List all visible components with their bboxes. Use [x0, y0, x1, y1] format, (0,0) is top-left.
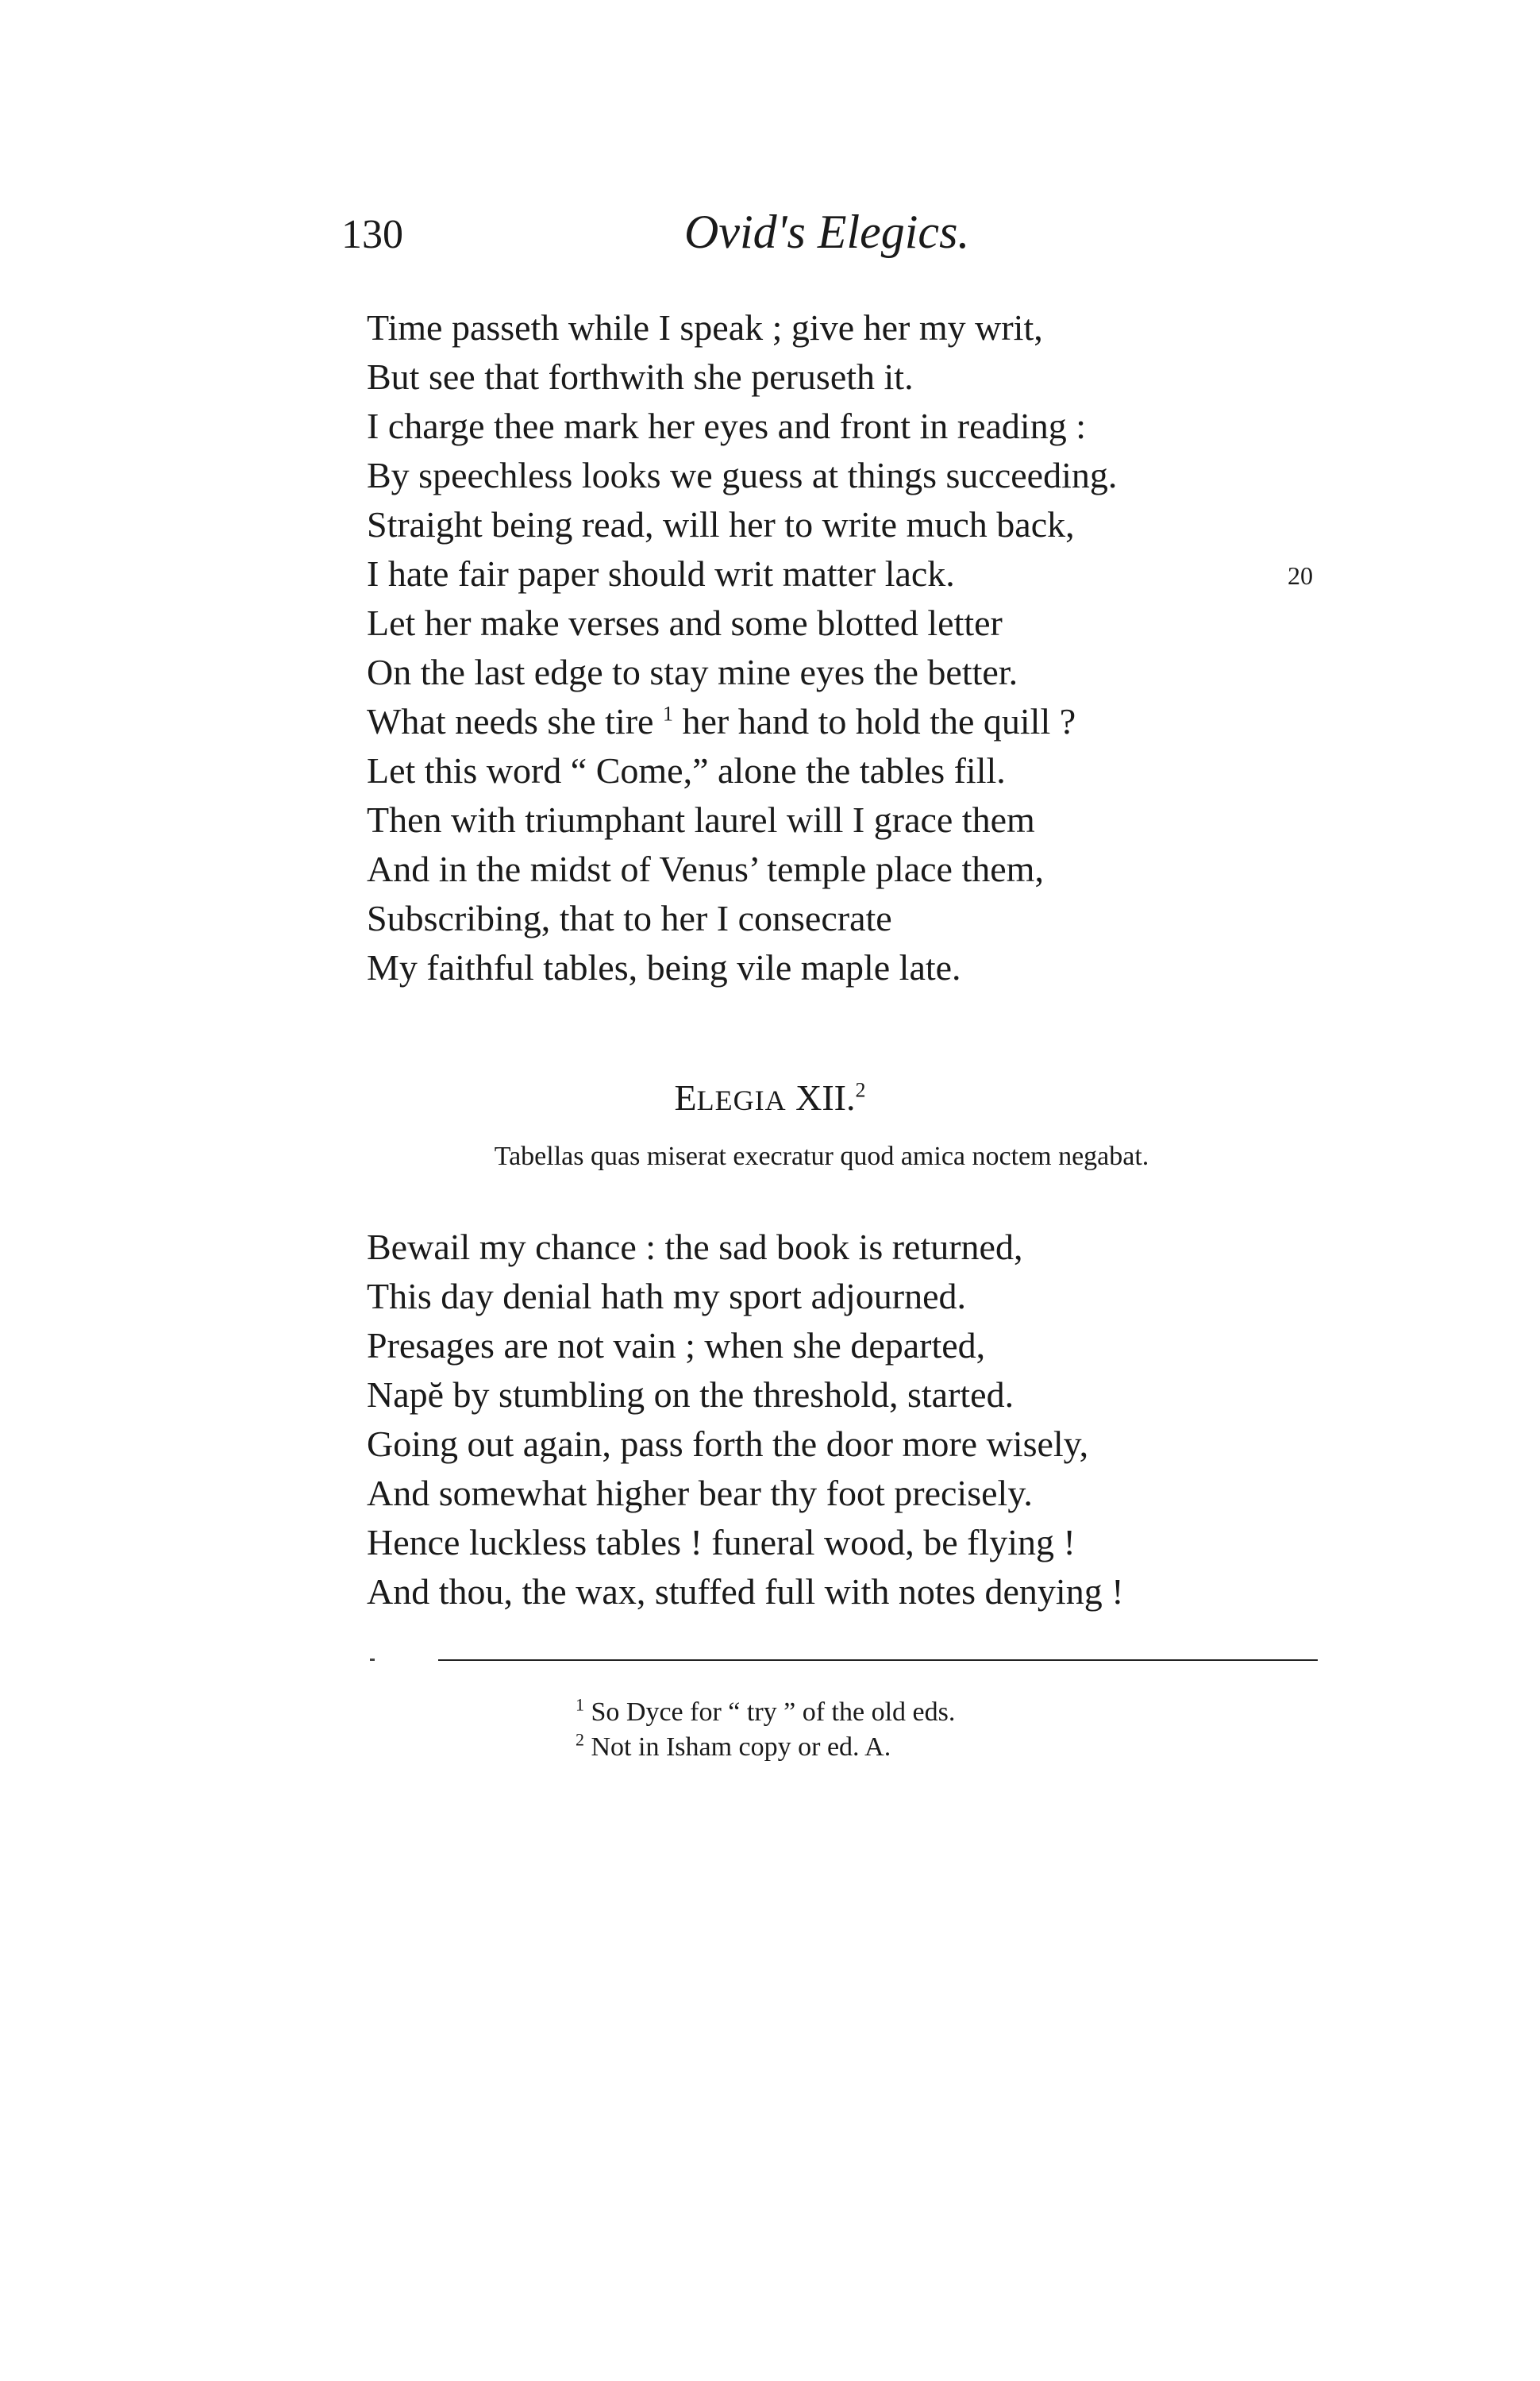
- verse-line: Then with triumphant laurel will I grace them: [367, 799, 1035, 840]
- footnotes: [576, 1695, 955, 1765]
- footnote: $^2$ Not in Isham copy or ed. A.: [576, 1729, 891, 1762]
- verse-line: And in the midst of Venus’ temple place them,: [367, 849, 1044, 889]
- verse-block-bottom: [367, 1223, 1124, 1616]
- verse-line: Presages are not vain ; when she departed,: [367, 1325, 986, 1366]
- line-number: 20: [1288, 561, 1313, 590]
- verse-line: I charge thee mark her eyes and front in reading :: [367, 406, 1086, 446]
- verse-line: Straight being read, will her to write much back,: [367, 504, 1075, 545]
- verse-line: Bewail my chance : the sad book is returned,: [367, 1227, 1023, 1267]
- section-title: ELEGIA XII.$^2$: [674, 1077, 866, 1118]
- footnote-divider: [438, 1659, 1318, 1661]
- verse-line: This day denial hath my sport adjourned.: [367, 1276, 967, 1316]
- verse-block-top: [367, 303, 1313, 992]
- verse-line: Napĕ by stumbling on the threshold, started.: [367, 1374, 1014, 1415]
- verse-line: What needs she tire $^1$ her hand to hold the quill ?: [367, 701, 1076, 742]
- verse-line: Time passeth while I speak ; give her my writ,: [367, 307, 1043, 348]
- verse-line: On the last edge to stay mine eyes the better.: [367, 652, 1018, 692]
- page-number: 130: [341, 212, 403, 257]
- verse-line: My faithful tables, being vile maple late.: [367, 947, 961, 988]
- verse-line: Let this word “ Come,” alone the tables fill.: [367, 750, 1006, 791]
- verse-line: And somewhat higher bear thy foot precisely.: [367, 1473, 1033, 1513]
- verse-line: Going out again, pass forth the door more wisely,: [367, 1424, 1089, 1464]
- section-argument: Tabellas quas miserat execratur quod amica noctem negabat.: [494, 1142, 1149, 1171]
- running-title: Ovid's Elegics.: [684, 206, 970, 258]
- verse-line: And thou, the wax, stuffed full with notes denying !: [367, 1571, 1124, 1612]
- verse-line: By speechless looks we guess at things succeeding.: [367, 455, 1118, 495]
- footnote-ref: 1: [662, 702, 673, 726]
- verse-line: I hate fair paper should writ matter lack. 20: [367, 549, 1117, 599]
- rule-mark: [370, 1659, 375, 1661]
- footnote-ref: 2: [855, 1078, 866, 1102]
- verse-line: Subscribing, that to her I consecrate: [367, 898, 892, 938]
- footnote: $^1$ So Dyce for “ try ” of the old eds.: [576, 1694, 956, 1727]
- verse-line: Hence luckless tables ! funeral wood, be flying !: [367, 1522, 1076, 1562]
- verse-line: But see that forthwith she peruseth it.: [367, 356, 914, 397]
- footnote-marker: 2: [576, 1729, 584, 1750]
- verse-line: Let her make verses and some blotted letter: [367, 603, 1003, 643]
- footnote-marker: 1: [576, 1694, 584, 1715]
